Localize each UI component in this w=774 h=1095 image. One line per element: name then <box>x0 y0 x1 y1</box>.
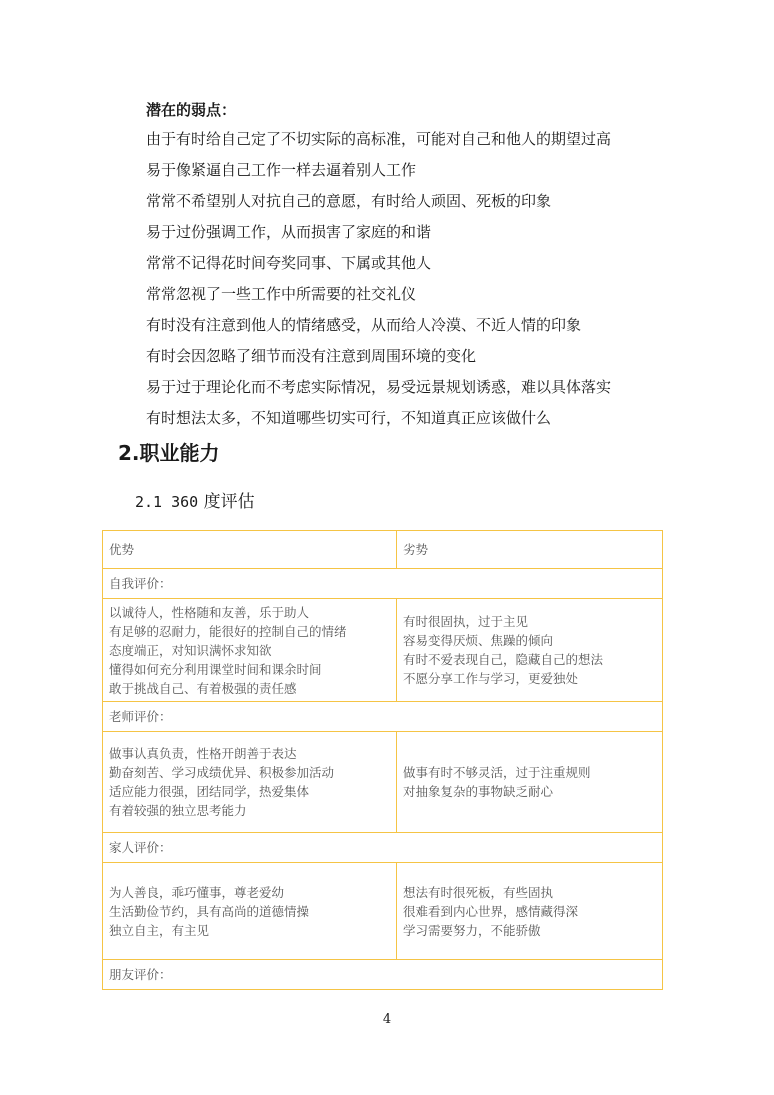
evaluation-table <box>102 530 663 990</box>
cell-line: 敢于挑战自己、有着极强的责任感 <box>109 680 297 696</box>
header-weaknesses: 劣势 <box>397 531 663 569</box>
cell-line: 态度端正，对知识满怀求知欲 <box>109 642 272 658</box>
strengths-cell <box>103 732 397 833</box>
cell-line: 独立自主，有主见 <box>109 922 210 938</box>
cell-line: 做事有时不够灵活，过于注重规则 <box>403 765 591 780</box>
cell-line: 对抽象复杂的事物缺乏耐心 <box>403 784 554 799</box>
list-item: 常常忽视了一些工作中所需要的社交礼仪 <box>146 285 417 303</box>
cell-line: 想法有时很死板，有些固执 <box>403 884 554 900</box>
cell-line: 学习需要努力，不能骄傲 <box>403 922 541 938</box>
group-label: 自我评价： <box>103 569 663 599</box>
group-label: 家人评价： <box>103 833 663 863</box>
list-item: 有时没有注意到他人的情绪感受，从而给人冷漠、不近人情的印象 <box>146 316 582 334</box>
subsection-heading <box>135 487 255 512</box>
group-label: 朋友评价： <box>103 960 663 990</box>
cell-line: 有时不爱表现自己，隐藏自己的想法 <box>403 652 604 667</box>
cell-line: 适应能力很强，团结同学，热爱集体 <box>109 784 310 799</box>
cell-line: 勤奋刻苦、学习成绩优异、积极参加活动 <box>109 765 335 780</box>
weaknesses-cell <box>397 599 663 702</box>
group-label-row <box>103 702 663 732</box>
cell-line: 很难看到内心世界，感情藏得深 <box>403 903 579 919</box>
section-heading: 2.职业能力 <box>118 441 220 465</box>
cell-line: 生活勤俭节约，具有高尚的道德情操 <box>109 903 310 919</box>
strengths-cell <box>103 599 397 702</box>
list-item: 常常不希望别人对抗自己的意愿，有时给人顽固、死板的印象 <box>146 192 552 210</box>
cell-line: 有时很固执，过于主见 <box>403 614 529 629</box>
list-item: 有时会因忽略了细节而没有注意到周围环境的变化 <box>146 347 477 365</box>
cell-line: 为人善良，乖巧懂事，尊老爱幼 <box>109 884 285 900</box>
header-strengths: 优势 <box>103 531 397 569</box>
cell-line: 不愿分享工作与学习，更爱独处 <box>403 671 579 686</box>
cell-line: 以诚待人，性格随和友善，乐于助人 <box>109 604 310 620</box>
weaknesses-title: 潜在的弱点： <box>146 101 237 119</box>
list-item: 易于过份强调工作，从而损害了家庭的和谐 <box>146 223 432 241</box>
page-number: 4 <box>382 1012 392 1027</box>
table-row <box>103 732 663 833</box>
strengths-cell <box>103 863 397 960</box>
group-label-row <box>103 569 663 599</box>
group-label-row <box>103 960 663 990</box>
cell-line: 容易变得厌烦、焦躁的倾向 <box>403 633 554 648</box>
subsection-text: 度评估 <box>203 492 255 512</box>
list-item: 有时想法太多，不知道哪些切实可行，不知道真正应该做什么 <box>146 409 552 427</box>
list-item: 易于过于理论化而不考虑实际情况，易受远景规划诱惑，难以具体落实 <box>146 378 612 396</box>
weaknesses-cell <box>397 732 663 833</box>
group-label: 老师评价： <box>103 702 663 732</box>
cell-line: 有着较强的独立思考能力 <box>109 803 247 818</box>
weaknesses-list <box>146 124 611 434</box>
table-row <box>103 599 663 702</box>
group-label-row <box>103 833 663 863</box>
cell-line: 懂得如何充分利用课堂时间和课余时间 <box>109 661 322 677</box>
table-header-row <box>103 531 663 569</box>
list-item: 常常不记得花时间夸奖同事、下属或其他人 <box>146 254 432 272</box>
cell-line: 有足够的忍耐力，能很好的控制自己的情绪 <box>109 623 347 639</box>
table-row <box>103 863 663 960</box>
list-item: 由于有时给自己定了不切实际的高标准，可能对自己和他人的期望过高 <box>146 130 612 148</box>
cell-line: 做事认真负责，性格开朗善于表达 <box>109 746 297 761</box>
weaknesses-cell <box>397 863 663 960</box>
subsection-number: 2.1 360 <box>135 493 199 511</box>
list-item: 易于像紧逼自己工作一样去逼着别人工作 <box>146 161 417 179</box>
